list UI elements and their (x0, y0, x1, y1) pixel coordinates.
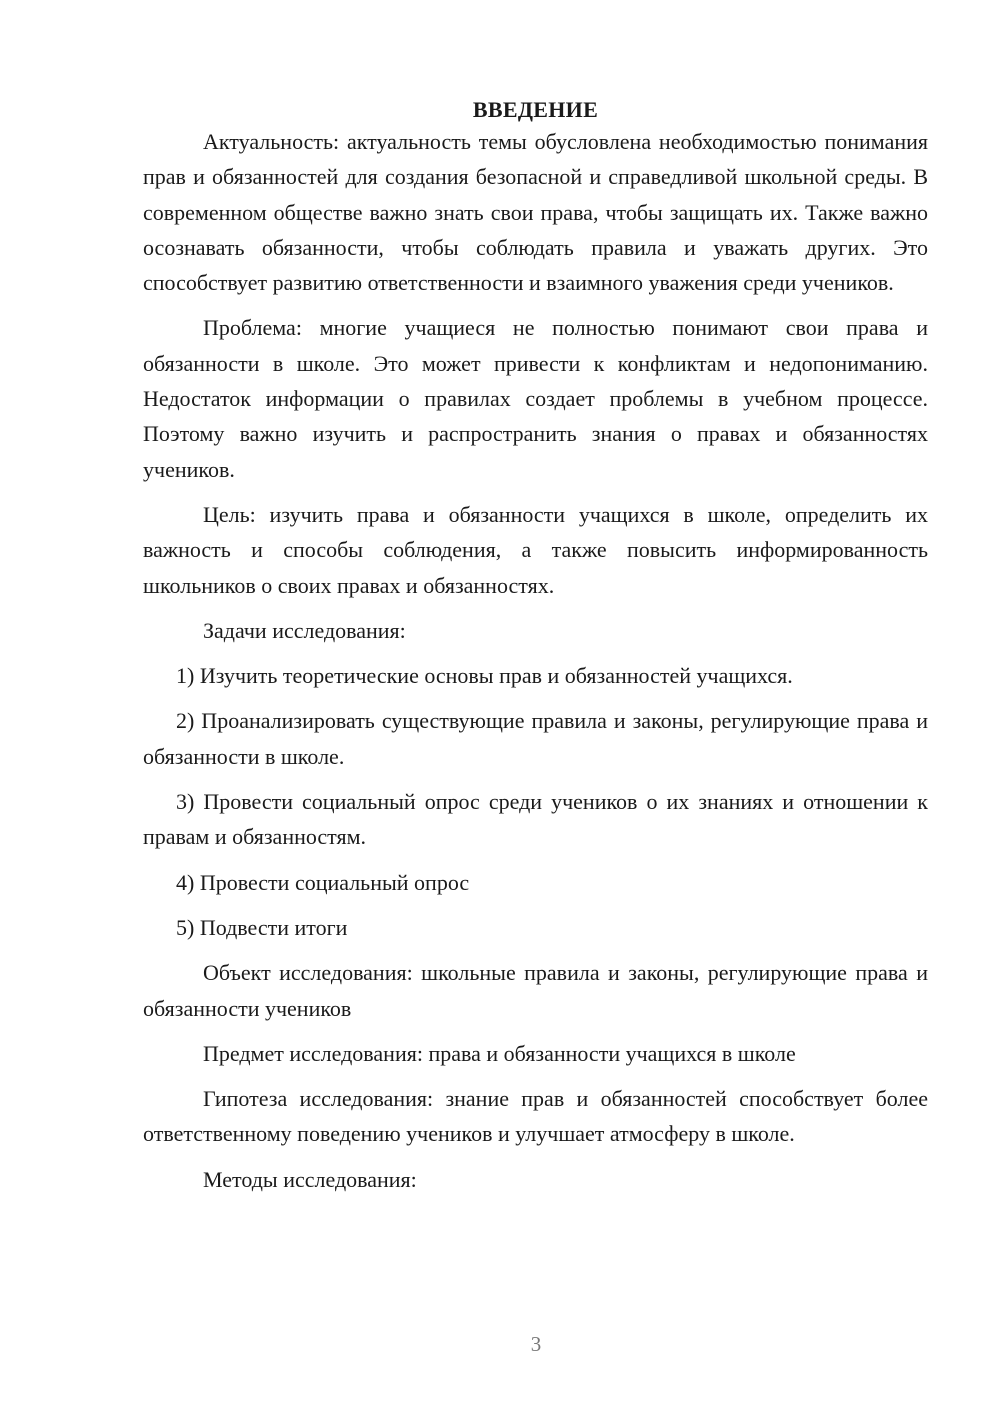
paragraph-hypothesis: Гипотеза исследования: знание прав и обязанностей способствует более ответственному поведению учеников и улучшает атмосферу в школе. (143, 1086, 928, 1147)
task-item-3: 3) Провести социальный опрос среди учеников о их знаниях и отношении к правам и обязанностям. (143, 789, 928, 850)
section-heading: ВВЕДЕНИЕ (472, 97, 599, 122)
task-item-1: 1) Изучить теоретические основы прав и обязанностей учащихся. (176, 663, 793, 689)
page-number: 3 (530, 1332, 542, 1356)
paragraph-goal: Цель: изучить права и обязанности учащихся в школе, определить их важность и способы соблюдения, а также повысить информированность школьников о своих правах и обязанностях. (143, 501, 928, 598)
paragraph-object: Объект исследования: школьные правила и законы, регулирующие права и обязанности учеников (143, 960, 928, 1021)
document-body (143, 92, 928, 1197)
task-item-4: 4) Провести социальный опрос (176, 869, 470, 895)
paragraph-tasks-heading: Задачи исследования: (203, 617, 406, 643)
paragraph-methods: Методы исследования: (203, 1166, 417, 1192)
paragraph-relevance: Актуальность: актуальность темы обусловлена необходимостью понимания прав и обязанностей для создания безопасной и справедливой школьной среды. В современном обществе важно знать свои права, чтобы защищать их. Также важно осознавать обязанности, чтобы соблюдать правила и уважать других. Это способствует развитию ответственности и взаимного уважения среди учеников. (143, 129, 928, 296)
paragraph-problem: Проблема: многие учащиеся не полностью понимают свои права и обязанности в школе. Это может привести к конфликтам и недопониманию. Недостаток информации о правилах создает проблемы в учебном процессе. Поэтому важно изучить и распространить знания о правах и обязанностях учеников. (143, 315, 928, 482)
task-item-2: 2) Проанализировать существующие правила и законы, регулирующие права и обязанности в школе. (143, 708, 928, 769)
task-item-5: 5) Подвести итоги (176, 914, 348, 940)
paragraph-subject: Предмет исследования: права и обязанности учащихся в школе (203, 1040, 796, 1066)
